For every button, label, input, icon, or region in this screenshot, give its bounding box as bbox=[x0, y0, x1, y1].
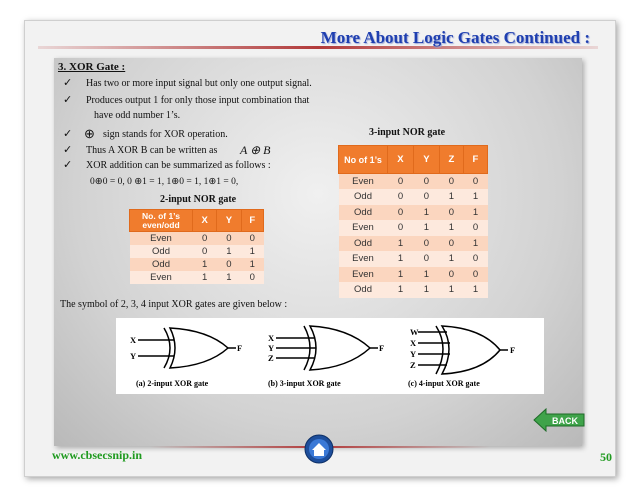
table3-header: Y bbox=[413, 146, 439, 174]
table-cell: 0 bbox=[463, 174, 487, 190]
truth-table-2-input bbox=[129, 209, 264, 284]
table-cell: 0 bbox=[388, 220, 414, 236]
check-icon: ✓ bbox=[63, 143, 73, 156]
table-cell: 0 bbox=[413, 174, 439, 190]
table-cell: 1 bbox=[388, 251, 414, 267]
gate-c-input: Y bbox=[410, 349, 417, 359]
table-cell: Odd bbox=[339, 205, 388, 221]
bullet-1: Has two or more input signal but only one output signal. bbox=[86, 78, 312, 89]
section-heading: 3. XOR Gate : bbox=[58, 61, 126, 73]
table-cell: 0 bbox=[193, 232, 217, 245]
xor-gate-a-input-arc bbox=[164, 328, 170, 368]
table2-header: X bbox=[193, 210, 217, 232]
table-cell: 1 bbox=[241, 258, 264, 271]
xor-gate-c-body bbox=[442, 326, 500, 374]
table-row bbox=[339, 220, 488, 236]
table-cell: Odd bbox=[339, 236, 388, 252]
table-cell: 0 bbox=[413, 189, 439, 205]
table-cell: Even bbox=[130, 271, 193, 284]
table3-header: No of 1’s bbox=[339, 146, 388, 174]
table-cell: Even bbox=[339, 267, 388, 283]
gate-b-input: X bbox=[268, 333, 275, 343]
gate-c-input: Z bbox=[410, 360, 416, 370]
xor-expression: A ⊕ B bbox=[240, 143, 271, 157]
table-cell: 0 bbox=[413, 251, 439, 267]
xor-gate-a-body bbox=[170, 328, 228, 368]
table-cell: 0 bbox=[388, 205, 414, 221]
table-cell: 1 bbox=[439, 282, 463, 298]
page-number: 50 bbox=[600, 450, 612, 464]
page-title: More About Logic Gates Continued : bbox=[320, 28, 590, 47]
table3-header: F bbox=[463, 146, 487, 174]
table-cell: 1 bbox=[217, 271, 241, 284]
check-icon: ✓ bbox=[63, 76, 73, 89]
table-row bbox=[130, 245, 264, 258]
xor-gates-svg bbox=[116, 318, 544, 394]
bullet-2-continuation: have odd number 1’s. bbox=[94, 110, 181, 121]
table2-header: F bbox=[241, 210, 264, 232]
table-cell: 0 bbox=[388, 189, 414, 205]
bullet-5: XOR addition can be summarized as follows : bbox=[86, 160, 271, 171]
bullet-3: sign stands for XOR operation. bbox=[103, 129, 228, 140]
table-cell: 1 bbox=[413, 205, 439, 221]
table-cell: 1 bbox=[439, 189, 463, 205]
table-cell: 1 bbox=[388, 236, 414, 252]
table-cell: 0 bbox=[241, 232, 264, 245]
table-cell: 0 bbox=[439, 205, 463, 221]
gate-b-caption: (b) 3-input XOR gate bbox=[268, 379, 341, 388]
table-cell: Even bbox=[339, 251, 388, 267]
gate-a-input: X bbox=[130, 335, 137, 345]
table3-header: X bbox=[388, 146, 414, 174]
gate-a-output: F bbox=[237, 343, 243, 353]
table-cell: 0 bbox=[217, 232, 241, 245]
table-cell: Odd bbox=[339, 282, 388, 298]
table-row bbox=[339, 174, 488, 190]
gate-c-input: X bbox=[410, 338, 417, 348]
table-cell: Even bbox=[130, 232, 193, 245]
table-cell: 0 bbox=[193, 245, 217, 258]
table-cell: 1 bbox=[388, 267, 414, 283]
symbol-intro: The symbol of 2, 3, 4 input XOR gates are given below : bbox=[60, 299, 288, 310]
table-cell: 1 bbox=[217, 245, 241, 258]
table-cell: 1 bbox=[413, 282, 439, 298]
table-cell: Odd bbox=[130, 245, 193, 258]
table-row bbox=[339, 236, 488, 252]
table-cell: 1 bbox=[241, 245, 264, 258]
xor-summary: 0⊕0 = 0, 0 ⊕1 = 1, 1⊕0 = 1, 1⊕1 = 0, bbox=[90, 177, 239, 187]
gate-b-output: F bbox=[379, 343, 385, 353]
table2-header: No. of 1’s even/odd bbox=[130, 210, 193, 232]
check-icon: ✓ bbox=[63, 127, 73, 140]
table-cell: 0 bbox=[463, 220, 487, 236]
table-cell: 0 bbox=[439, 174, 463, 190]
table-cell: 1 bbox=[193, 258, 217, 271]
table-cell: 1 bbox=[193, 271, 217, 284]
table-row bbox=[339, 205, 488, 221]
table-cell: 1 bbox=[439, 220, 463, 236]
table-cell: 0 bbox=[388, 174, 414, 190]
table-cell: 0 bbox=[413, 236, 439, 252]
back-label: BACK bbox=[552, 416, 578, 426]
gate-b-input: Z bbox=[268, 353, 274, 363]
table-cell: Odd bbox=[130, 258, 193, 271]
table-row bbox=[130, 271, 264, 284]
table-row bbox=[339, 282, 488, 298]
home-button[interactable] bbox=[304, 434, 334, 464]
gate-c-output: F bbox=[510, 345, 516, 355]
table-cell: 0 bbox=[439, 236, 463, 252]
table-cell: Even bbox=[339, 174, 388, 190]
bullet-2: Produces output 1 for only those input combination that bbox=[86, 95, 310, 106]
xor-gate-c-input-arc bbox=[436, 326, 443, 374]
table2-header: Y bbox=[217, 210, 241, 232]
gate-a-input: Y bbox=[130, 351, 137, 361]
truth-table-3-input bbox=[338, 145, 488, 298]
back-button[interactable] bbox=[532, 408, 586, 432]
xor-symbol: ⊕ bbox=[84, 126, 95, 141]
bullet-4: Thus A XOR B can be written as bbox=[86, 145, 218, 156]
table-row bbox=[339, 251, 488, 267]
table-row bbox=[339, 189, 488, 205]
table3-header: Z bbox=[439, 146, 463, 174]
check-icon: ✓ bbox=[63, 93, 73, 106]
gate-c-caption: (c) 4-input XOR gate bbox=[408, 379, 480, 388]
table-cell: 1 bbox=[413, 267, 439, 283]
gate-b-input: Y bbox=[268, 343, 275, 353]
table-cell: Odd bbox=[339, 189, 388, 205]
gate-c-input: W bbox=[410, 327, 419, 337]
table-row bbox=[130, 232, 264, 245]
home-icon bbox=[304, 434, 334, 464]
table-cell: Even bbox=[339, 220, 388, 236]
table-cell: 0 bbox=[241, 271, 264, 284]
table-row bbox=[130, 258, 264, 271]
gate-a-caption: (a) 2-input XOR gate bbox=[136, 379, 209, 388]
table-cell: 1 bbox=[463, 282, 487, 298]
table-cell: 1 bbox=[413, 220, 439, 236]
table-cell: 1 bbox=[463, 236, 487, 252]
table-cell: 0 bbox=[439, 267, 463, 283]
table-cell: 1 bbox=[463, 205, 487, 221]
xor-gate-b-body bbox=[310, 326, 370, 370]
table-cell: 1 bbox=[463, 189, 487, 205]
table2-caption: 2-input NOR gate bbox=[160, 194, 237, 205]
table-cell: 1 bbox=[439, 251, 463, 267]
table-cell: 0 bbox=[217, 258, 241, 271]
website-link[interactable]: www.cbsecsnip.in bbox=[52, 448, 143, 462]
table-row bbox=[339, 267, 488, 283]
table-cell: 1 bbox=[388, 282, 414, 298]
back-arrow-icon bbox=[532, 408, 586, 432]
check-icon: ✓ bbox=[63, 158, 73, 171]
table3-caption: 3-input NOR gate bbox=[369, 127, 446, 138]
table-cell: 0 bbox=[463, 251, 487, 267]
xor-gate-diagrams bbox=[116, 318, 544, 394]
table-cell: 0 bbox=[463, 267, 487, 283]
